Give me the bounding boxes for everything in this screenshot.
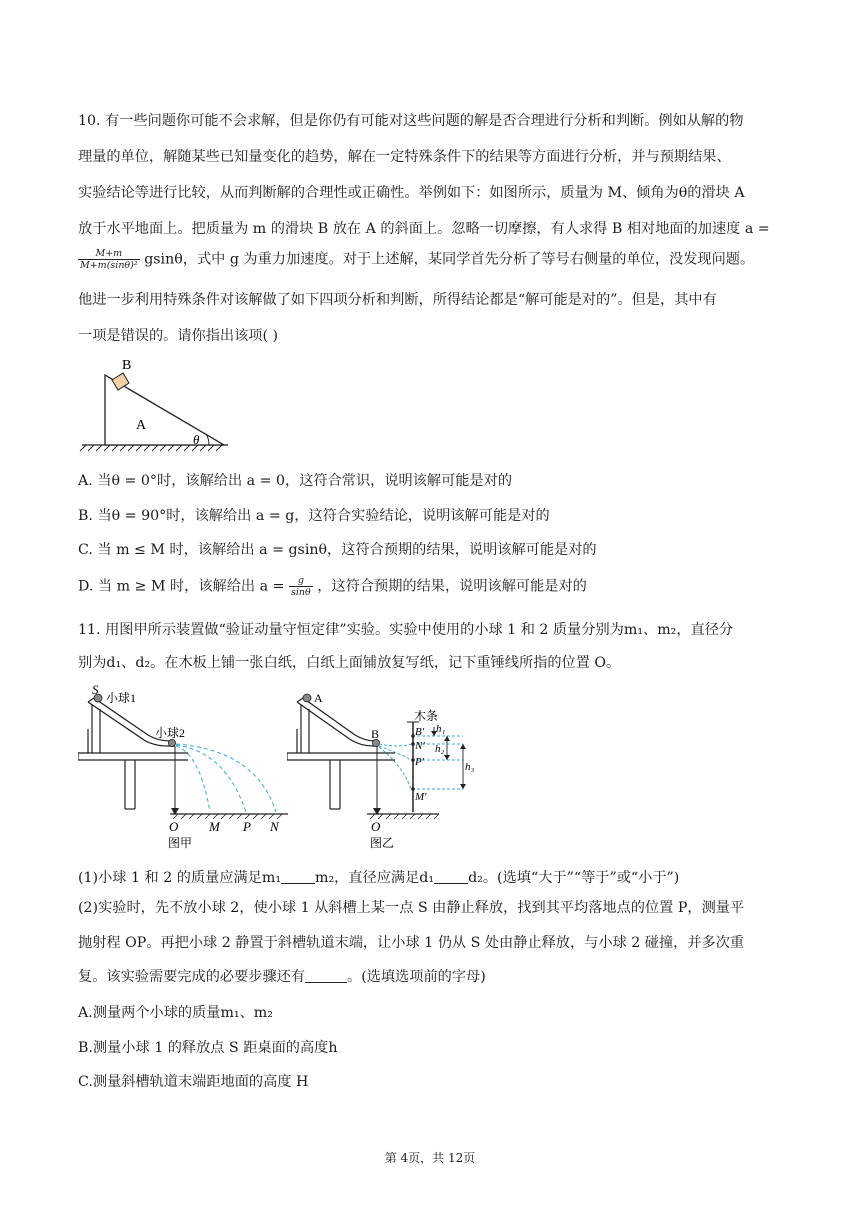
label-n: N: [270, 819, 279, 834]
q11-part-1: [78, 868, 679, 888]
fraction-numerator: M+m: [78, 248, 140, 260]
label-m-prime: M′: [415, 791, 427, 803]
label-m: M: [209, 819, 220, 834]
caption-yi: 图乙: [370, 836, 395, 850]
label-p: P: [243, 819, 251, 834]
q10-option-b: B. 当θ = 90°时，该解给出 a = g，这符合实验结论，说明该解可能是对的: [78, 508, 550, 524]
q10-stem-line-1: 10. 有一些问题你可能不会求解，但是你仍有可能对这些问题的解是否合理进行分析和判断。例如从解的物: [78, 113, 744, 129]
q11-stem-line-2: 别为d₁、d₂。在木板上铺一张白纸，白纸上面铺放复写纸，记下重锤线所指的位置 O。: [78, 655, 621, 671]
part2-text-b: 。(选填选项前的字母): [347, 969, 486, 985]
label-theta: θ: [193, 432, 200, 447]
label-o: O: [169, 819, 179, 834]
label-p-prime: P′: [415, 756, 425, 768]
label-h1: h₁: [436, 723, 446, 735]
option-d-fraction: [289, 575, 313, 598]
option-d-denominator: sinθ: [291, 587, 311, 598]
label-n-prime: N′: [415, 740, 425, 752]
answer-blank-diameter[interactable]: [434, 869, 468, 884]
q10-stem-line-5: [78, 248, 754, 271]
label-a: A: [136, 418, 147, 433]
q10-stem-line-6: 他进一步利用特殊条件对该解做了如下四项分析和判断，所得结论都是“解可能是对的”。但是，其中有: [78, 292, 717, 308]
part1-text-c: d₂。(选填“大于”“等于”或“小于”): [468, 870, 680, 886]
q11-part-2-line-3: [78, 967, 486, 987]
q11-option-c: C.测量斜槽轨道末端距地面的高度 H: [78, 1074, 309, 1090]
figure-jia: [78, 684, 293, 854]
label-o: O: [371, 819, 381, 834]
part2-text-a: 复。该实验需要完成的必要步骤还有: [78, 969, 306, 985]
q11-option-a: A.测量两个小球的质量m₁、m₂: [78, 1005, 273, 1021]
label-wood: 木条: [414, 709, 439, 723]
part1-text-b: m₂，直径应满足d₁: [315, 870, 435, 886]
q11-part-2-line-2: 抛射程 OP。再把小球 2 静置于斜槽轨道末端，让小球 1 仍从 S 处由静止释放，与小球 2 碰撞，并多次重: [78, 935, 745, 951]
label-b: B: [122, 358, 132, 373]
figure-yi: [287, 684, 477, 854]
q10-option-a: A. 当θ = 0°时，该解给出 a = 0，这符合常识，说明该解可能是对的: [78, 473, 513, 489]
acceleration-fraction: [78, 248, 140, 271]
q10-stem-line-3: 实验结论等进行比较，从而判断解的合理性或正确性。举例如下：如图所示，质量为 M、倾角为θ的滑块 A: [78, 185, 745, 201]
option-d-numerator: g: [289, 575, 313, 587]
ball-2: [168, 739, 175, 746]
q10-stem-line-5-text: gsinθ，式中 g 为重力加速度。对于上述解，某同学首先分析了等号右侧量的单位，没发现问题。: [144, 251, 755, 268]
label-h2: h₂: [435, 743, 445, 755]
q10-option-d: [78, 575, 587, 598]
part1-text-a: (1)小球 1 和 2 的质量应满足m₁: [78, 870, 282, 886]
q11-stem-line-1: 11. 用图甲所示装置做“验证动量守恒定律”实验。实验中使用的小球 1 和 2 质量分别为m₁、m₂，直径分: [78, 622, 734, 638]
fraction-denominator: M+m(sinθ)²: [80, 260, 138, 271]
label-s: S: [92, 684, 99, 697]
q10-stem-line-4: 放于水平地面上。把质量为 m 的滑块 B 放在 A 的斜面上。忽略一切摩擦，有人求得 B 相对地面的加速度 a =: [78, 221, 770, 237]
caption-jia: 图甲: [168, 836, 193, 850]
label-h3: h₃: [465, 761, 475, 773]
label-a: A: [314, 691, 323, 705]
label-ball2: 小球2: [155, 726, 186, 740]
option-d-suffix: ，这符合预期的结果，说明该解可能是对的: [317, 578, 587, 595]
q11-part-2-line-1: (2)实验时，先不放小球 2，使小球 1 从斜槽上某一点 S 由静止释放，找到其平均落地点的位置 P，测量平: [78, 900, 745, 916]
option-d-prefix: D. 当 m ≥ M 时，该解给出 a =: [78, 578, 285, 595]
wedge-figure: [78, 352, 238, 452]
q10-option-c: C. 当 m ≤ M 时，该解给出 a = gsinθ，这符合预期的结果，说明该解可能是对的: [78, 542, 597, 558]
ball-a: [303, 694, 311, 702]
answer-blank-steps[interactable]: [305, 968, 347, 983]
label-b: B: [371, 727, 380, 741]
q11-option-b: B.测量小球 1 的释放点 S 距桌面的高度h: [78, 1040, 338, 1056]
q10-stem-line-7: 一项是错误的。请你指出该项( ): [78, 328, 279, 344]
label-ball1: 小球1: [106, 691, 137, 705]
q10-stem-line-2: 理量的单位，解随某些已知量变化的趋势，解在一定特殊条件下的结果等方面进行分析，并与预期结果、: [78, 149, 731, 165]
page-footer: 第 4页，共 12页: [384, 1151, 476, 1165]
label-b-prime: B′: [415, 726, 425, 738]
answer-blank-mass[interactable]: [281, 869, 315, 884]
